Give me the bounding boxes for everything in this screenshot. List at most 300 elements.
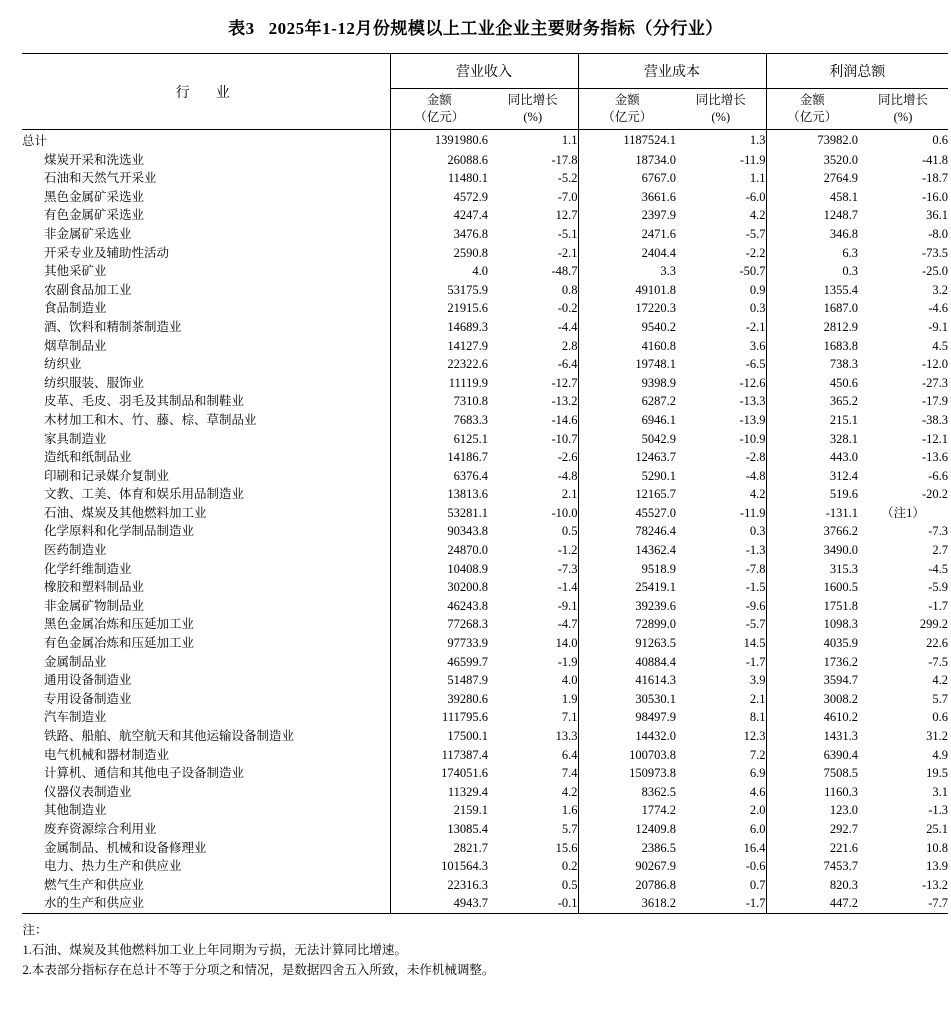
table-row: [22, 430, 948, 449]
cell-cost-amount: 98497.9: [635, 710, 676, 725]
cell-profit-growth: -25.0: [921, 264, 948, 279]
cell-revenue-growth: 2.1: [488, 485, 578, 504]
row-industry-name: 黑色金属矿采选业: [44, 189, 145, 204]
row-industry-name: 水的生产和供应业: [22, 894, 390, 913]
row-industry-name: 专用设备制造业: [44, 691, 132, 706]
cell-cost-growth: -11.9: [676, 151, 766, 170]
cell-revenue-growth: 12.7: [488, 206, 578, 225]
cell-profit-growth: -1.7: [928, 598, 948, 613]
cell-profit-amount: 292.7: [829, 821, 858, 836]
cell-cost-growth: 14.5: [676, 634, 766, 653]
cell-profit-amount: 1248.7: [823, 208, 858, 223]
row-industry-name: 总计: [22, 134, 48, 148]
row-industry-name: 造纸和纸制品业: [44, 450, 132, 465]
cell-revenue-amount: 13813.6: [390, 485, 488, 504]
cell-revenue-growth: -7.0: [488, 188, 578, 207]
cell-cost-growth: -5.7: [676, 225, 766, 244]
cell-revenue-growth: 1.6: [488, 801, 578, 820]
cell-profit-amount: 7508.5: [823, 766, 858, 781]
cell-revenue-growth: -2.6: [488, 448, 578, 467]
cell-profit-amount: 215.1: [829, 412, 858, 427]
cell-cost-amount: 6287.2: [641, 394, 676, 409]
cell-cost-growth: -1.3: [676, 541, 766, 560]
cell-revenue-amount: 7683.3: [390, 411, 488, 430]
cell-revenue-amount: 2159.1: [390, 801, 488, 820]
cell-profit-growth: -18.7: [921, 171, 948, 186]
cell-revenue-amount: 51487.9: [390, 671, 488, 690]
cell-revenue-amount: 1391980.6: [390, 130, 488, 151]
cell-revenue-growth: -12.7: [488, 374, 578, 393]
cell-profit-growth: 22.6: [926, 636, 948, 651]
table-row: [22, 615, 948, 634]
table-row: [22, 448, 948, 467]
cell-revenue-amount: 111795.6: [390, 708, 488, 727]
cell-profit-growth: 299.2: [919, 617, 948, 632]
row-industry-name: 烟草制品业: [44, 338, 107, 353]
cell-cost-growth: 1.1: [676, 169, 766, 188]
cell-cost-amount: 9398.9: [641, 375, 676, 390]
table-row: [22, 467, 948, 486]
cell-revenue-growth: -5.1: [488, 225, 578, 244]
cell-cost-growth: -2.8: [676, 448, 766, 467]
cell-profit-growth: -12.0: [921, 357, 948, 372]
cell-revenue-amount: 11329.4: [390, 783, 488, 802]
cell-profit-growth: -12.1: [921, 431, 948, 446]
cell-revenue-amount: 174051.6: [390, 764, 488, 783]
cell-cost-growth: -50.7: [676, 262, 766, 281]
cell-revenue-growth: -17.8: [488, 151, 578, 170]
cell-cost-growth: -11.9: [676, 504, 766, 523]
cell-revenue-amount: 14127.9: [390, 337, 488, 356]
cell-cost-amount: 5042.9: [641, 431, 676, 446]
cell-cost-growth: -6.0: [676, 188, 766, 207]
cell-revenue-growth: -1.2: [488, 541, 578, 560]
cell-revenue-amount: 14689.3: [390, 318, 488, 337]
cell-profit-amount: 6.3: [842, 245, 858, 260]
row-industry-name: 家具制造业: [44, 431, 107, 446]
cell-cost-growth: -13.3: [676, 392, 766, 411]
cell-revenue-growth: -4.7: [488, 615, 578, 634]
cell-revenue-growth: -10.0: [488, 504, 578, 523]
cell-cost-amount: 25419.1: [635, 580, 676, 595]
table-row: [22, 485, 948, 504]
cell-cost-growth: -7.8: [676, 560, 766, 579]
row-industry-name: 农副食品加工业: [44, 282, 132, 297]
cell-revenue-growth: 4.0: [488, 671, 578, 690]
table-row: [22, 169, 948, 188]
table-row: [22, 690, 948, 709]
cell-profit-amount: 519.6: [829, 487, 858, 502]
cell-cost-amount: 45527.0: [635, 505, 676, 520]
cell-profit-amount: 3766.2: [823, 524, 858, 539]
cell-cost-growth: 3.9: [676, 671, 766, 690]
cell-revenue-growth: 0.5: [488, 876, 578, 895]
table-body: [22, 130, 948, 914]
cell-profit-amount: 1736.2: [823, 654, 858, 669]
cell-revenue-amount: 90343.8: [390, 522, 488, 541]
header-sub-cost-growth: [676, 89, 766, 130]
cell-cost-amount: 72899.0: [635, 617, 676, 632]
cell-cost-growth: -5.7: [676, 615, 766, 634]
cell-profit-growth: 25.1: [926, 821, 948, 836]
cell-revenue-growth: 2.8: [488, 337, 578, 356]
cell-revenue-growth: -2.1: [488, 244, 578, 263]
cell-profit-amount: 820.3: [829, 877, 858, 892]
cell-cost-amount: 78246.4: [635, 524, 676, 539]
row-industry-name: 印刷和记录媒介复制业: [44, 468, 170, 483]
cell-revenue-amount: 77268.3: [390, 615, 488, 634]
row-industry-name: 有色金属矿采选业: [44, 208, 145, 223]
cell-profit-growth: -20.2: [921, 487, 948, 502]
cell-revenue-growth: -1.4: [488, 578, 578, 597]
cell-profit-growth: -38.3: [921, 412, 948, 427]
table-row: [22, 653, 948, 672]
cell-profit-amount: 4610.2: [823, 710, 858, 725]
cell-profit-growth: 4.2: [932, 673, 948, 688]
cell-profit-amount: 123.0: [829, 803, 858, 818]
row-industry-name: 废弃资源综合利用业: [44, 821, 157, 836]
cell-revenue-growth: -0.1: [488, 894, 578, 913]
cell-cost-amount: 40884.4: [635, 654, 676, 669]
cell-cost-amount: 91263.5: [635, 636, 676, 651]
cell-cost-amount: 2397.9: [641, 208, 676, 223]
row-industry-name: 化学原料和化学制品制造业: [44, 524, 195, 539]
table-row: [22, 857, 948, 876]
row-industry-name: 煤炭开采和洗选业: [44, 152, 145, 167]
table-row: [22, 894, 948, 913]
row-industry-name: 医药制造业: [44, 543, 107, 558]
note-item: 1.石油、煤炭及其他燃料加工业上年同期为亏损，无法计算同比增速。: [22, 942, 407, 957]
cell-profit-growth: （注1）: [881, 505, 925, 520]
cell-cost-growth: -4.8: [676, 467, 766, 486]
cell-profit-growth: -7.3: [928, 524, 948, 539]
cell-cost-growth: 6.0: [676, 820, 766, 839]
row-industry-name: 化学纤维制造业: [44, 561, 132, 576]
cell-cost-amount: 8362.5: [641, 784, 676, 799]
row-industry-name: 纺织业: [44, 357, 82, 372]
table-row: [22, 130, 948, 151]
cell-cost-growth: -2.2: [676, 244, 766, 263]
cell-revenue-growth: -5.2: [488, 169, 578, 188]
table-row: [22, 522, 948, 541]
cell-profit-growth: -17.9: [921, 394, 948, 409]
cell-profit-growth: 13.9: [926, 859, 948, 874]
header-sub-unit: (%): [893, 110, 913, 124]
cell-profit-growth: 19.5: [926, 766, 948, 781]
row-industry-name: 石油、煤炭及其他燃料加工业: [44, 505, 207, 520]
cell-cost-amount: 9540.2: [641, 319, 676, 334]
cell-revenue-amount: 26088.6: [390, 151, 488, 170]
row-industry-name: 橡胶和塑料制品业: [44, 580, 145, 595]
row-industry-name: 木材加工和木、竹、藤、棕、草制品业: [44, 412, 257, 427]
cell-revenue-growth: 1.1: [488, 130, 578, 151]
header-sub-label: 金额: [614, 93, 640, 108]
cell-cost-growth: 16.4: [676, 839, 766, 858]
row-industry-name: 皮革、毛皮、羽毛及其制品和制鞋业: [44, 394, 245, 409]
cell-cost-growth: 4.2: [676, 485, 766, 504]
header-group-cost: 营业成本: [578, 54, 766, 89]
cell-revenue-growth: 1.9: [488, 690, 578, 709]
cell-cost-amount: 30530.1: [635, 691, 676, 706]
cell-revenue-amount: 2590.8: [390, 244, 488, 263]
cell-revenue-growth: 7.1: [488, 708, 578, 727]
cell-revenue-amount: 10408.9: [390, 560, 488, 579]
cell-profit-amount: 443.0: [829, 450, 858, 465]
cell-profit-growth: -27.3: [921, 375, 948, 390]
cell-cost-growth: -1.7: [676, 894, 766, 913]
cell-cost-amount: 14432.0: [635, 729, 676, 743]
cell-revenue-amount: 30200.8: [390, 578, 488, 597]
cell-cost-growth: 0.3: [676, 299, 766, 318]
table-row: [22, 671, 948, 690]
table-row: [22, 560, 948, 579]
cell-cost-growth: -6.5: [676, 355, 766, 374]
table-row: [22, 206, 948, 225]
cell-profit-amount: 3520.0: [823, 152, 858, 167]
table-row: [22, 151, 948, 170]
cell-cost-growth: -13.9: [676, 411, 766, 430]
cell-cost-growth: -12.6: [676, 374, 766, 393]
row-industry-name: 非金属矿物制品业: [44, 598, 145, 613]
cell-cost-amount: 18734.0: [635, 152, 676, 167]
cell-profit-amount: 1160.3: [824, 784, 858, 799]
cell-cost-growth: 0.7: [676, 876, 766, 895]
table-row: [22, 504, 948, 523]
cell-revenue-amount: 21915.6: [390, 299, 488, 318]
row-industry-name: 汽车制造业: [44, 710, 107, 725]
cell-revenue-amount: 22316.3: [390, 876, 488, 895]
cell-revenue-amount: 24870.0: [390, 541, 488, 560]
header-sub-unit: (%): [711, 110, 731, 124]
cell-profit-growth: -16.0: [921, 189, 948, 204]
cell-cost-amount: 20786.8: [635, 877, 676, 892]
cell-profit-growth: 0.6: [932, 133, 948, 147]
cell-profit-growth: 4.9: [932, 747, 948, 762]
cell-profit-amount: 328.1: [829, 431, 858, 446]
table-row: [22, 839, 948, 858]
header-sub-label: 同比增长: [877, 93, 928, 108]
cell-profit-growth: -4.5: [928, 561, 948, 576]
cell-revenue-amount: 7310.8: [390, 392, 488, 411]
row-industry-name: 有色金属冶炼和压延加工业: [44, 636, 195, 651]
cell-revenue-amount: 46599.7: [390, 653, 488, 672]
cell-profit-growth: 4.5: [932, 338, 948, 353]
cell-revenue-amount: 13085.4: [390, 820, 488, 839]
cell-profit-growth: -41.8: [921, 152, 948, 167]
cell-profit-growth: -1.3: [928, 803, 948, 818]
table-row: [22, 801, 948, 820]
cell-revenue-amount: 4572.9: [390, 188, 488, 207]
cell-cost-amount: 6767.0: [641, 171, 676, 186]
note-item: 2.本表部分指标存在总计不等于分项之和情况，是数据四舍五入所致，未作机械调整。: [22, 962, 495, 977]
cell-cost-growth: 1.3: [676, 130, 766, 151]
cell-profit-amount: 312.4: [829, 468, 858, 483]
cell-profit-growth: 2.7: [932, 543, 948, 558]
header-sub-label: 同比增长: [507, 93, 558, 108]
cell-cost-amount: 9518.9: [641, 561, 676, 576]
cell-revenue-growth: 0.2: [488, 857, 578, 876]
cell-profit-amount: 221.6: [829, 840, 858, 855]
cell-revenue-amount: 6376.4: [390, 467, 488, 486]
cell-revenue-growth: -0.2: [488, 299, 578, 318]
cell-revenue-growth: 14.0: [488, 634, 578, 653]
cell-cost-growth: 4.2: [676, 206, 766, 225]
table-row: [22, 820, 948, 839]
cell-cost-growth: 0.9: [676, 281, 766, 300]
cell-profit-amount: 1683.8: [823, 338, 858, 353]
cell-profit-amount: 2812.9: [823, 319, 858, 334]
cell-cost-growth: -9.6: [676, 597, 766, 616]
cell-profit-amount: 1098.3: [823, 617, 858, 632]
cell-cost-amount: 39239.6: [635, 598, 676, 613]
cell-profit-growth: 3.1: [932, 784, 948, 799]
table-row: [22, 299, 948, 318]
cell-cost-amount: 150973.8: [629, 766, 676, 781]
cell-revenue-amount: 4.0: [390, 262, 488, 281]
cell-cost-growth: -10.9: [676, 430, 766, 449]
row-industry-name: 燃气生产和供应业: [44, 877, 145, 892]
cell-revenue-growth: 4.2: [488, 783, 578, 802]
header-sub-revenue-amount: [390, 89, 488, 130]
cell-revenue-amount: 4247.4: [390, 206, 488, 225]
cell-profit-growth: -4.6: [928, 301, 948, 316]
cell-cost-growth: -0.6: [676, 857, 766, 876]
cell-profit-amount: 1751.8: [823, 598, 858, 613]
cell-profit-amount: 738.3: [829, 357, 858, 372]
cell-cost-amount: 17220.3: [635, 301, 676, 316]
cell-profit-growth: -6.6: [928, 468, 948, 483]
row-industry-name: 仪器仪表制造业: [44, 784, 132, 799]
cell-profit-growth: 10.8: [926, 840, 948, 855]
cell-profit-amount: 73982.0: [817, 133, 858, 147]
cell-revenue-growth: -10.7: [488, 430, 578, 449]
header-sub-profit-amount: [766, 89, 858, 130]
cell-profit-amount: 458.1: [829, 189, 858, 204]
cell-profit-growth: 36.1: [926, 208, 948, 223]
cell-cost-amount: 41614.3: [635, 673, 676, 688]
table-row: [22, 578, 948, 597]
cell-profit-amount: 346.8: [829, 226, 858, 241]
row-industry-name: 金属制品业: [44, 654, 107, 669]
table-notes: [23, 920, 929, 980]
financial-indicators-table: [22, 53, 948, 914]
cell-revenue-growth: -13.2: [488, 392, 578, 411]
header-sub-label: 金额: [426, 93, 452, 108]
cell-cost-amount: 4160.8: [641, 338, 676, 353]
cell-profit-growth: -8.0: [928, 226, 948, 241]
cell-cost-growth: 8.1: [676, 708, 766, 727]
cell-cost-growth: 6.9: [676, 764, 766, 783]
row-industry-name: 纺织服装、服饰业: [44, 375, 145, 390]
table-row: [22, 541, 948, 560]
cell-revenue-amount: 6125.1: [390, 430, 488, 449]
cell-cost-growth: -1.5: [676, 578, 766, 597]
cell-profit-growth: -13.2: [921, 877, 948, 892]
row-industry-name: 石油和天然气开采业: [44, 171, 157, 186]
table-row: [22, 225, 948, 244]
cell-profit-growth: -7.7: [858, 894, 948, 913]
cell-cost-amount: 12165.7: [635, 487, 676, 502]
table-row: [22, 708, 948, 727]
cell-cost-growth: 2.0: [676, 801, 766, 820]
table-row: [22, 597, 948, 616]
cell-profit-growth: -7.5: [928, 654, 948, 669]
cell-revenue-growth: 6.4: [488, 746, 578, 765]
table-row: [22, 783, 948, 802]
cell-revenue-amount: 117387.4: [390, 746, 488, 765]
cell-profit-amount: 3008.2: [823, 691, 858, 706]
row-industry-name: 黑色金属冶炼和压延加工业: [44, 617, 195, 632]
table-row: [22, 355, 948, 374]
page-title: [22, 14, 929, 39]
cell-cost-amount: 12409.8: [635, 821, 676, 836]
notes-title: 注：: [22, 922, 48, 937]
cell-revenue-growth: -7.3: [488, 560, 578, 579]
cell-cost-amount: 19748.1: [635, 357, 676, 372]
cell-profit-amount: 447.2: [766, 894, 858, 913]
cell-revenue-amount: 17500.1: [390, 727, 488, 746]
cell-profit-amount: 1687.0: [823, 301, 858, 316]
cell-revenue-amount: 4943.7: [390, 894, 488, 913]
cell-profit-amount: 365.2: [829, 394, 858, 409]
cell-revenue-growth: -14.6: [488, 411, 578, 430]
cell-revenue-amount: 97733.9: [390, 634, 488, 653]
row-industry-name: 铁路、船舶、航空航天和其他运输设备制造业: [44, 729, 295, 743]
table-row: [22, 392, 948, 411]
cell-cost-amount: 100703.8: [629, 747, 676, 762]
header-sub-label: 金额: [799, 93, 825, 108]
table-row: [22, 244, 948, 263]
cell-cost-amount: 3618.2: [578, 894, 676, 913]
header-group-revenue: 营业收入: [390, 54, 578, 89]
table-row: [22, 876, 948, 895]
cell-cost-growth: 2.1: [676, 690, 766, 709]
cell-profit-growth: -9.1: [928, 319, 948, 334]
cell-revenue-amount: 3476.8: [390, 225, 488, 244]
cell-cost-amount: 2386.5: [641, 840, 676, 855]
cell-revenue-growth: -6.4: [488, 355, 578, 374]
table-row: [22, 262, 948, 281]
cell-revenue-amount: 101564.3: [390, 857, 488, 876]
cell-revenue-growth: -1.9: [488, 653, 578, 672]
header-group-profit: 利润总额: [766, 54, 948, 89]
cell-revenue-growth: 0.8: [488, 281, 578, 300]
cell-revenue-growth: 5.7: [488, 820, 578, 839]
cell-revenue-growth: 7.4: [488, 764, 578, 783]
cell-revenue-amount: 39280.6: [390, 690, 488, 709]
cell-profit-amount: 1355.4: [823, 282, 858, 297]
row-industry-name: 其他采矿业: [44, 264, 107, 279]
cell-profit-growth: 0.6: [932, 710, 948, 725]
cell-cost-amount: 2404.4: [641, 245, 676, 260]
row-industry-name: 电气机械和器材制造业: [44, 747, 170, 762]
cell-profit-growth: 5.7: [932, 691, 948, 706]
table-row: [22, 374, 948, 393]
cell-revenue-growth: -4.8: [488, 467, 578, 486]
row-industry-name: 食品制造业: [44, 301, 107, 316]
cell-revenue-amount: 53175.9: [390, 281, 488, 300]
table-row: [22, 281, 948, 300]
cell-cost-growth: 12.3: [676, 727, 766, 746]
header-sub-cost-amount: [578, 89, 676, 130]
cell-revenue-growth: -9.1: [488, 597, 578, 616]
cell-revenue-growth: 0.5: [488, 522, 578, 541]
cell-cost-growth: -1.7: [676, 653, 766, 672]
cell-cost-amount: 1187524.1: [623, 133, 676, 147]
cell-revenue-amount: 2821.7: [390, 839, 488, 858]
cell-profit-amount: 2764.9: [823, 171, 858, 186]
cell-cost-amount: 3661.6: [641, 189, 676, 204]
